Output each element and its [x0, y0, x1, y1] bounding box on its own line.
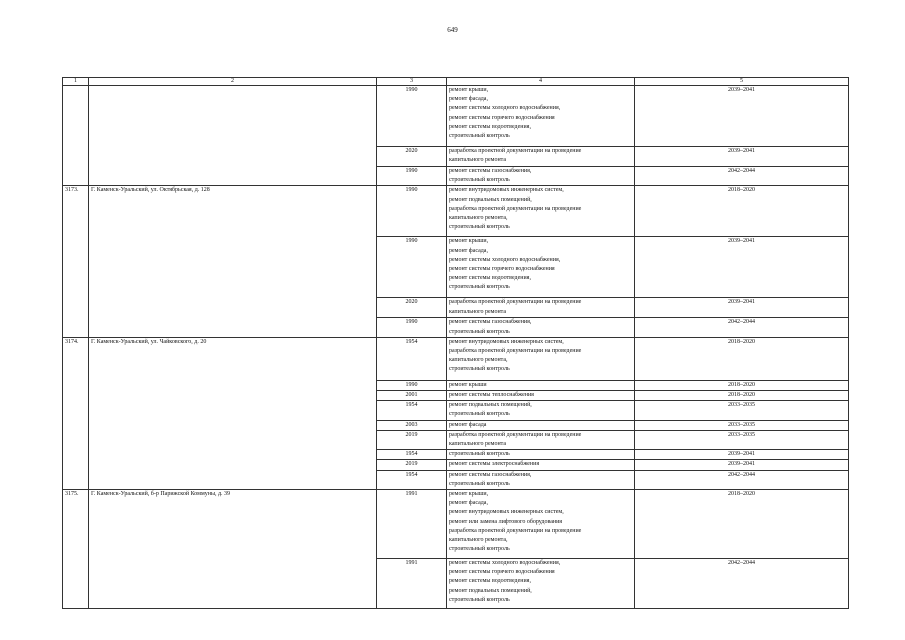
- period-cell: 2042–2044: [635, 318, 849, 337]
- table-row: [63, 337, 849, 380]
- works-cell: разработка проектной документации на проведение капитального ремонта: [447, 147, 635, 167]
- year-cell: 1990: [377, 167, 447, 186]
- works-cell: ремонт фасада: [447, 420, 635, 430]
- period-cell: 2018–2020: [635, 380, 849, 390]
- table-body: [63, 86, 849, 609]
- row-number: 3173.: [63, 186, 89, 337]
- year-cell: 1990: [377, 86, 447, 147]
- address-cell: [89, 86, 377, 186]
- period-cell: 2042–2044: [635, 559, 849, 609]
- works-cell: ремонт системы газоснабжения, строительный контроль: [447, 470, 635, 489]
- capital-repair-table: [62, 77, 849, 609]
- year-cell: 1990: [377, 318, 447, 337]
- column-number: 2: [89, 78, 377, 86]
- year-cell: 2020: [377, 298, 447, 318]
- works-cell: разработка проектной документации на проведение капитального ремонта: [447, 298, 635, 318]
- works-cell: ремонт крыши, ремонт фасада, ремонт системы холодного водоснабжения, ремонт системы горячего водоснабжения ремонт системы водоотведения, строительный контроль: [447, 237, 635, 298]
- period-cell: 2018–2020: [635, 391, 849, 401]
- works-cell: ремонт системы газоснабжения, строительный контроль: [447, 167, 635, 186]
- period-cell: 2042–2044: [635, 470, 849, 489]
- works-cell: ремонт системы газоснабжения, строительный контроль: [447, 318, 635, 337]
- period-cell: 2039–2041: [635, 298, 849, 318]
- works-cell: ремонт системы электроснабжения: [447, 460, 635, 470]
- table-row: [63, 86, 849, 147]
- year-cell: 2001: [377, 391, 447, 401]
- period-cell: 2018–2020: [635, 186, 849, 237]
- year-cell: 2020: [377, 147, 447, 167]
- page-number: 649: [447, 26, 458, 34]
- column-number: 4: [447, 78, 635, 86]
- row-number: 3174.: [63, 337, 89, 489]
- year-cell: 1954: [377, 450, 447, 460]
- year-cell: 1990: [377, 186, 447, 237]
- column-number-row: [63, 78, 849, 86]
- year-cell: 1990: [377, 380, 447, 390]
- table-row: [63, 490, 849, 559]
- address-cell: Г. Каменск-Уральский, ул. Чайковского, д. 20: [89, 337, 377, 489]
- period-cell: 2039–2041: [635, 237, 849, 298]
- period-cell: 2033–2035: [635, 401, 849, 420]
- period-cell: 2018–2020: [635, 490, 849, 559]
- row-number: [63, 86, 89, 186]
- period-cell: 2039–2041: [635, 450, 849, 460]
- period-cell: 2039–2041: [635, 460, 849, 470]
- address-cell: Г. Каменск-Уральский, ул. Октябрьская, д. 128: [89, 186, 377, 337]
- year-cell: 1991: [377, 559, 447, 609]
- works-cell: ремонт крыши, ремонт фасада, ремонт внутридомовых инженерных систем, ремонт или замена лифтового оборудования разработка проектной документации на проведение капитального ремонта, строительный контроль: [447, 490, 635, 559]
- period-cell: 2039–2041: [635, 147, 849, 167]
- period-cell: 2018–2020: [635, 337, 849, 380]
- works-cell: ремонт подвальных помещений, строительный контроль: [447, 401, 635, 420]
- table-row: [63, 186, 849, 237]
- works-cell: строительный контроль: [447, 450, 635, 460]
- works-cell: ремонт системы теплоснабжения: [447, 391, 635, 401]
- year-cell: 1990: [377, 237, 447, 298]
- column-number: 5: [635, 78, 849, 86]
- year-cell: 1954: [377, 401, 447, 420]
- period-cell: 2042–2044: [635, 167, 849, 186]
- works-cell: разработка проектной документации на проведение капитального ремонта: [447, 430, 635, 449]
- column-number: 1: [63, 78, 89, 86]
- year-cell: 1954: [377, 470, 447, 489]
- year-cell: 2003: [377, 420, 447, 430]
- works-cell: ремонт крыши, ремонт фасада, ремонт системы холодного водоснабжения, ремонт системы горячего водоснабжения ремонт системы водоотведения, строительный контроль: [447, 86, 635, 147]
- works-cell: ремонт системы холодного водоснабжения, ремонт системы горячего водоснабжения ремонт системы водоотведения, ремонт подвальных помещений, строительный контроль: [447, 559, 635, 609]
- year-cell: 1991: [377, 490, 447, 559]
- year-cell: 1954: [377, 337, 447, 380]
- period-cell: 2033–2035: [635, 430, 849, 449]
- period-cell: 2039–2041: [635, 86, 849, 147]
- year-cell: 2019: [377, 460, 447, 470]
- works-cell: ремонт внутридомовых инженерных систем, ремонт подвальных помещений, разработка проектной документации на проведение капитального ремонта, строительный контроль: [447, 186, 635, 237]
- address-cell: Г. Каменск-Уральский, б-р Парижской Коммуны, д. 39: [89, 490, 377, 609]
- period-cell: 2033–2035: [635, 420, 849, 430]
- year-cell: 2019: [377, 430, 447, 449]
- column-number: 3: [377, 78, 447, 86]
- works-cell: ремонт внутридомовых инженерных систем, разработка проектной документации на проведение капитального ремонта, строительный контроль: [447, 337, 635, 380]
- row-number: 3175.: [63, 490, 89, 609]
- works-cell: ремонт крыши: [447, 380, 635, 390]
